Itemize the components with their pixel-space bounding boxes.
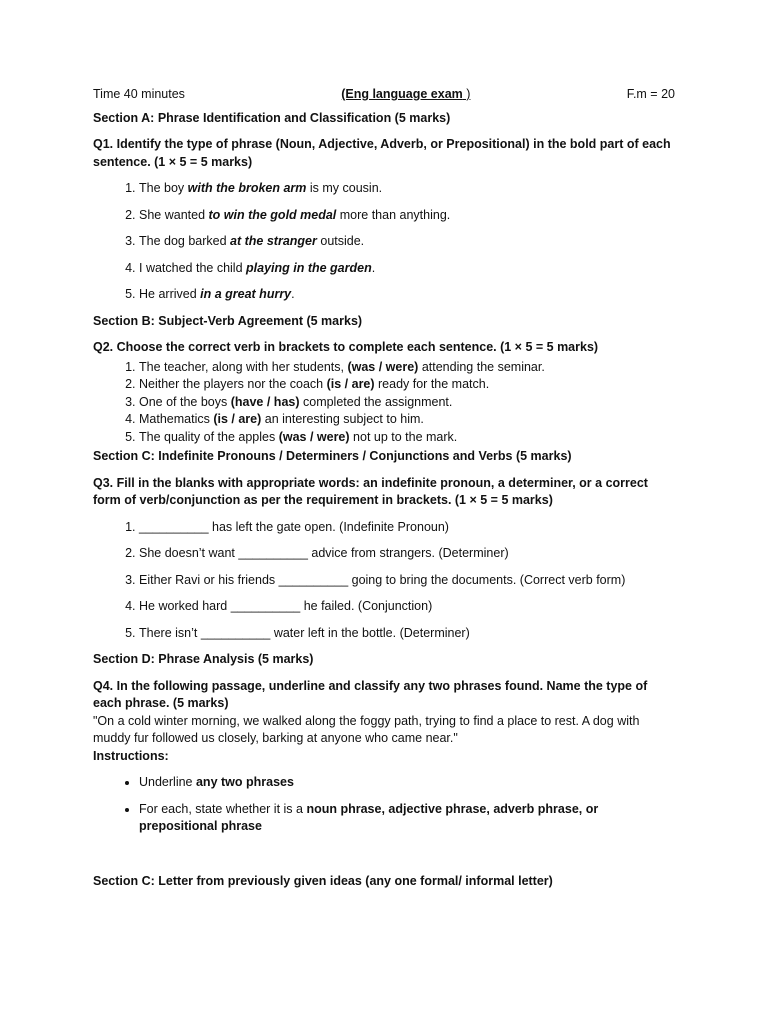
q4-prompt: Q4. In the following passage, underline and classify any two phrases found. Name the type of each phrase. (5 marks) (93, 678, 648, 710)
q2-list (93, 359, 675, 447)
list-item: 3. Either Ravi or his friends __________ going to bring the documents. (Correct verb form) (139, 572, 675, 590)
q4-passage: "On a cold winter morning, we walked along the foggy path, trying to find a place to rest. A dog with muddy fur followed us closely, barking at anyone who came near." (93, 713, 640, 745)
q1-list (93, 180, 675, 304)
list-item: 2. Neither the players nor the coach (is / are) ready for the match. (139, 376, 675, 394)
q2-prompt: Q2. Choose the correct verb in brackets to complete each sentence. (1 × 5 = 5 marks) (93, 340, 599, 354)
section-c-heading: Section C: Indefinite Pronouns / Determiners / Conjunctions and Verbs (5 marks) (93, 449, 572, 463)
section-letter-heading: Section C: Letter from previously given ideas (any one formal/ informal letter) (93, 873, 553, 888)
time-label: Time 40 minutes (93, 87, 185, 101)
list-item: 4. He worked hard __________ he failed. (Conjunction) (139, 598, 675, 616)
exam-header (93, 86, 675, 104)
list-item: 1. The boy with the broken arm is my cousin. (139, 180, 675, 198)
q3-list (93, 519, 675, 643)
section-d-heading: Section D: Phrase Analysis (5 marks) (93, 652, 314, 666)
list-item: 1. The teacher, along with her students, (was / were) attending the seminar. (139, 359, 675, 377)
list-item: 5. He arrived in a great hurry. (139, 286, 675, 304)
q1-prompt: Q1. Identify the type of phrase (Noun, Adjective, Adverb, or Prepositional) in the bold part of each sentence. (1 × 5 = 5 marks) (93, 137, 671, 169)
list-item: 4. I watched the child playing in the garden. (139, 260, 675, 278)
list-item: 5. There isn’t __________ water left in the bottle. (Determiner) (139, 625, 675, 643)
section-b-heading: Section B: Subject-Verb Agreement (5 marks) (93, 313, 363, 328)
q3-prompt: Q3. Fill in the blanks with appropriate words: an indefinite pronoun, a determiner, or a correct form of verb/conjunction as per the requirement in brackets. (1 × 5 = 5 marks) (93, 475, 648, 507)
list-item: 5. The quality of the apples (was / were) not up to the mark. (139, 429, 675, 447)
list-item: 3. The dog barked at the stranger outside. (139, 233, 675, 251)
instructions-list (93, 774, 675, 836)
list-item: 1. __________ has left the gate open. (Indefinite Pronoun) (139, 519, 675, 537)
section-a-heading: Section A: Phrase Identification and Classification (5 marks) (93, 110, 451, 125)
list-item: 3. One of the boys (have / has) completed the assignment. (139, 394, 675, 412)
exam-page (93, 86, 675, 899)
list-item: • For each, state whether it is a noun phrase, adjective phrase, adverb phrase, or prepositional phrase (139, 801, 675, 836)
list-item: 2. She wanted to win the gold medal more than anything. (139, 207, 675, 225)
full-marks-label: F.m = 20 (626, 87, 675, 101)
list-item: • Underline any two phrases (139, 774, 675, 792)
list-item: 2. She doesn’t want __________ advice from strangers. (Determiner) (139, 545, 675, 563)
list-item: 4. Mathematics (is / are) an interesting subject to him. (139, 411, 675, 429)
instructions-label: Instructions: (93, 748, 169, 763)
spacer (93, 845, 675, 873)
exam-title: (Eng language exam ) (341, 87, 471, 101)
